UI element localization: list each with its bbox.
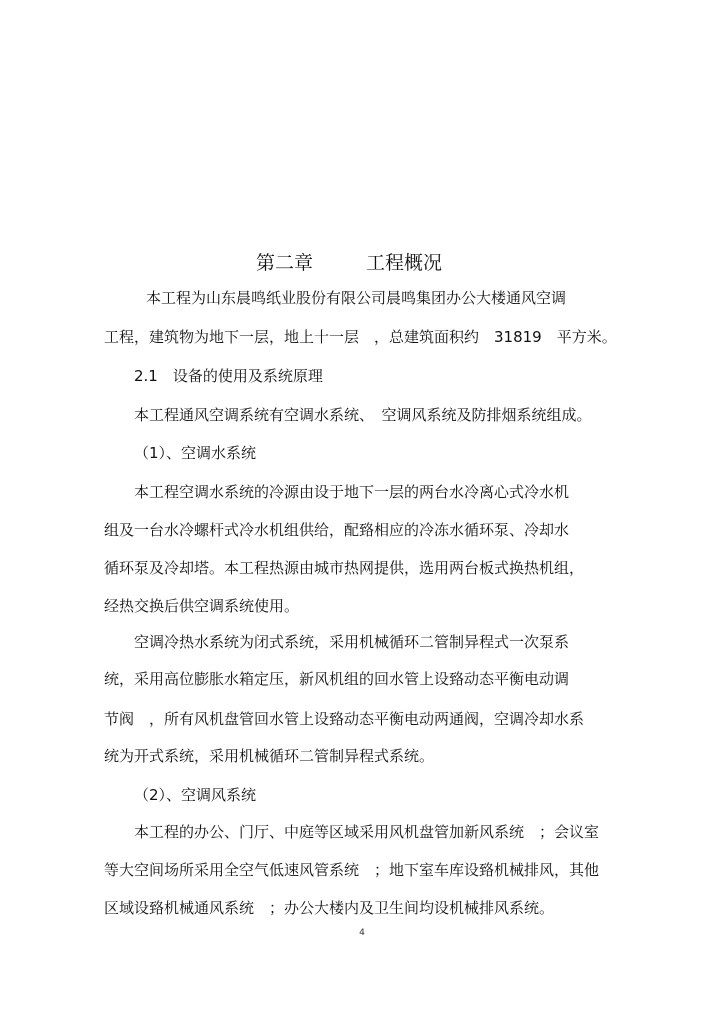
paragraph-line: 工程，建筑物为地下一层，地上十一层 ，总建筑面积约 31819 平方米。 — [104, 328, 617, 346]
paragraph-line: 组及一台水冷螺杆式冷水机组供给，配臵相应的冷冻水循环泵、冷却水 — [104, 521, 570, 539]
section-heading: 2.1 设备的使用及系统原理 — [134, 367, 323, 385]
paragraph-line: 空调冷热水系统为闭式系统，采用机械循环二管制异程式一次泵系 — [134, 633, 570, 651]
paragraph-line: 节阀 ，所有风机盘管回水管上设臵动态平衡电动两通阀，空调冷却水系 — [104, 710, 585, 728]
paragraph-line: 本工程通风空调系统有空调水系统、 空调风系统及防排烟系统组成。 — [134, 406, 592, 424]
chapter-title: 工程概况 — [366, 252, 443, 274]
page-number: 4 — [359, 928, 365, 938]
subsection-heading: （2）、空调风系统 — [134, 786, 257, 804]
paragraph-line: 等大空间场所采用全空气低速风管系统 ；地下室车库设臵机械排风，其他 — [104, 861, 600, 879]
subsection-heading: （1）、空调水系统 — [134, 444, 257, 462]
paragraph-line: 区域设臵机械通风系统 ；办公大楼内及卫生间均设机械排风系统。 — [104, 899, 555, 917]
paragraph-line: 统，采用高位膨胀水箱定压，新风机组的回水管上设臵动态平衡电动调 — [104, 670, 570, 688]
paragraph-line: 统为开式系统，采用机械循环二管制异程式系统。 — [104, 747, 435, 765]
paragraph-line: 本工程的办公、门厅、中庭等区域采用风机盘管加新风系统 ；会议室 — [134, 823, 600, 841]
paragraph-line: 循环泵及冷却塔。本工程热源由城市热网提供，选用两台板式换热机组， — [104, 559, 585, 577]
paragraph-line: 经热交换后供空调系统使用。 — [104, 597, 300, 615]
paragraph-line: 本工程为山东晨鸣纸业股份有限公司晨鸣集团办公大楼通风空调 — [146, 289, 567, 307]
paragraph-line: 本工程空调水系统的冷源由设于地下一层的两台水冷离心式冷水机 — [134, 483, 570, 501]
chapter-number: 第二章 — [256, 252, 314, 274]
